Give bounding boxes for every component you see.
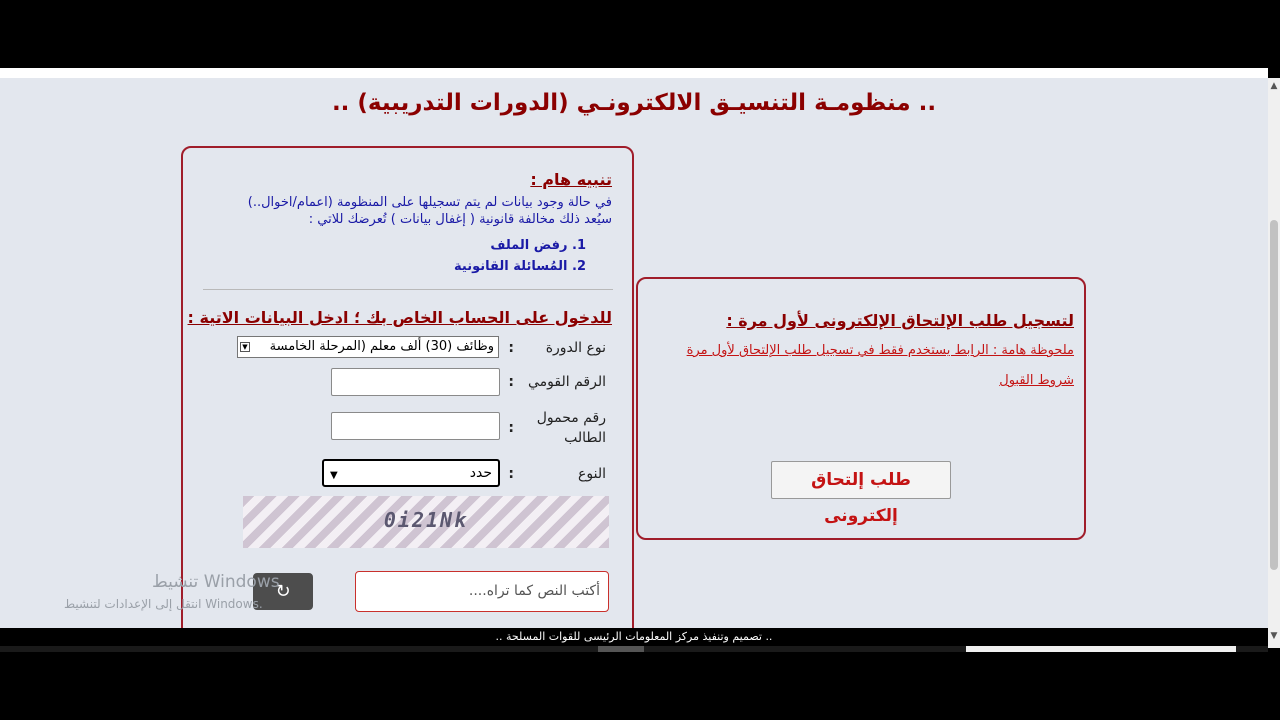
colon: : [508,340,514,356]
footer: .. تصميم وتنفيذ مركز المعلومات الرئيسى للقوات المسلحة .. [0,628,1268,646]
registration-title: لتسجيل طلب الإلتحاق الإلكترونى لأول مرة : [726,311,1074,330]
captcha-text: 0i21Nk [383,508,469,532]
login-title: للدخول على الحساب الخاص بك ؛ ادخل البيانات الاتية : [187,308,612,327]
scrollbar-thumb[interactable] [1270,220,1278,570]
top-black-bar [0,0,1280,68]
page-title: .. منظومـة التنسيـق الالكترونـي (الدورات التدريبية) .. [331,90,937,116]
course-select-value: وظائف (30) ألف معلم (المرحلة الخامسة [269,339,494,354]
refresh-icon: ↻ [275,581,291,602]
warning-text [192,194,612,228]
scroll-up-arrow-icon[interactable]: ▲ [1270,81,1278,91]
gender-select[interactable] [322,459,500,487]
mobile-label [537,408,606,448]
colon: : [508,374,514,390]
colon: : [508,420,514,436]
horizontal-scrollbar-thumb[interactable] [598,646,644,652]
captcha-image [243,496,609,548]
mobile-label-line-1: رقم محمول [536,410,606,426]
login-panel [181,146,634,628]
national-id-input[interactable] [331,368,500,396]
national-id-label: الرقم القومي [528,374,606,390]
windows-activation-title: تنشيط Windows [152,572,280,592]
list-item: 1. رفض الملف [490,238,586,253]
terms-link[interactable]: شروط القبول [999,373,1074,388]
gender-label: النوع [578,466,606,482]
mobile-input[interactable] [331,412,500,440]
colon: : [508,466,514,482]
course-select[interactable] [237,336,499,358]
browser-edge [0,68,1268,78]
warning-title: تنبيه هام : [530,170,612,189]
course-label: نوع الدورة [545,340,606,356]
warning-line-1: في حالة وجود بيانات لم يتم تسجيلها على المنظومة (اعمام/اخوال..) [247,195,612,210]
list-item: 2. المُسائلة القانونية [454,259,586,274]
captcha-input[interactable]: أكتب النص كما تراه.... [355,571,609,612]
warning-list [454,235,586,277]
scroll-down-arrow-icon[interactable]: ▼ [1270,631,1278,641]
mobile-label-line-2: الطالب [564,430,606,446]
gender-select-value: حدد [469,465,492,481]
apply-online-button[interactable]: طلب إلتحاق إلكترونى [771,461,951,499]
registration-note-link[interactable]: ملحوظة هامة : الرابط يستخدم فقط في تسجيل طلب الإلتحاق لأول مرة [686,343,1074,358]
registration-panel [636,277,1086,540]
windows-activation-text: انتقل إلى الإعدادات لتنشيط Windows. [64,597,263,611]
chevron-down-icon: ▼ [330,470,338,481]
taskbar-edge [966,646,1236,652]
page [0,78,1268,628]
chevron-down-icon: ▼ [240,342,250,352]
divider [203,289,613,290]
warning-line-2: سيُعد ذلك مخالفة قانونية ( إغفال بيانات ) تُعرضك للاتي : [308,212,612,227]
